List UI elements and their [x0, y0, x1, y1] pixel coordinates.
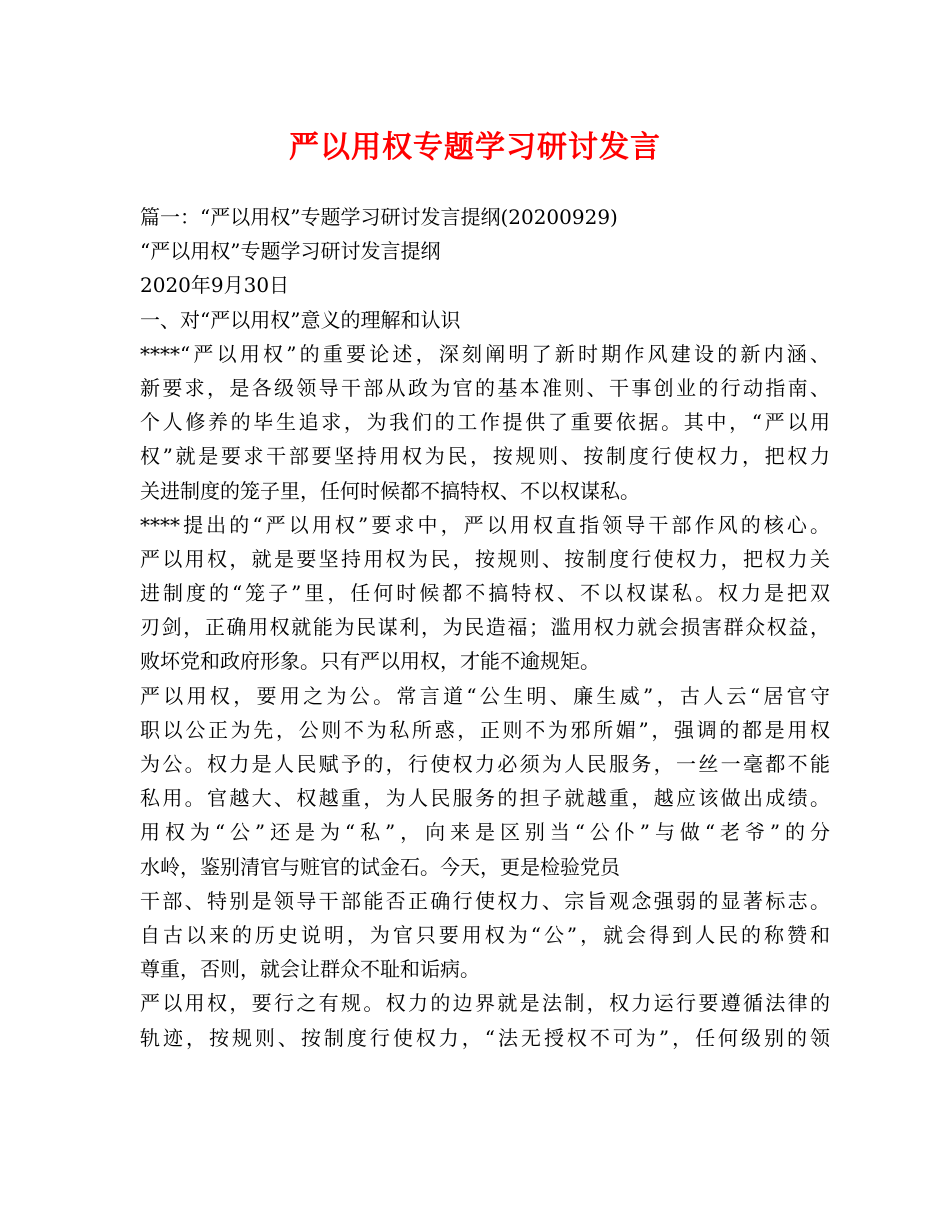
body-line: 严以用权，就是要坚持用权为民，按规则、按制度行使权力，把权力关 — [140, 546, 830, 571]
body-line: ****提出的“严以用权”要求中，严以用权直指领导干部作风的核心。 — [140, 512, 830, 537]
body-line: ****“严以用权”的重要论述，深刻阐明了新时期作风建设的新内涵、 — [140, 341, 830, 366]
body-line: 为公。权力是人民赋予的，行使权力必须为人民服务，一丝一毫都不能 — [140, 752, 830, 776]
body-line: 轨迹，按规则、按制度行使权力，“法无授权不可为”，任何级别的领 — [140, 1025, 830, 1050]
body-line: 用权为“公”还是为“私”，向来是区别当“公仆”与做“老爷”的分 — [140, 820, 830, 845]
body-line: 个人修养的毕生追求，为我们的工作提供了重要依据。其中，“严以用 — [140, 410, 830, 435]
body-line: 刃剑，正确用权就能为民谋利，为民造福；滥用权力就会损害群众权益， — [140, 615, 830, 640]
body-line: 败坏党和政府形象。只有严以用权，才能不逾规矩。 — [140, 649, 600, 674]
body-line: 2020年9月30日 — [140, 273, 290, 298]
body-line: 职以公正为先，公则不为私所惑，正则不为邪所媚”，强调的都是用权 — [140, 717, 830, 742]
body-line: 新要求，是各级领导干部从政为官的基本准则、干事创业的行动指南、 — [140, 375, 830, 400]
body-line: 自古以来的历史说明，为官只要用权为“公”，就会得到人民的称赞和 — [140, 922, 830, 947]
body-line: 一、对“严以用权”意义的理解和认识 — [140, 307, 461, 332]
body-line: 私用。官越大、权越重，为人民服务的担子就越重，越应该做出成绩。 — [140, 786, 830, 811]
body-line: 进制度的“笼子”里，任何时候都不搞特权、不以权谋私。权力是把双 — [140, 581, 830, 606]
body-line: 权”就是要求干部要坚持用权为民，按规则、按制度行使权力，把权力 — [140, 444, 830, 469]
body-line: 篇一：“严以用权”专题学习研讨发言提纲(20200929) — [140, 205, 618, 229]
body-line: 严以用权，要行之有规。权力的边界就是法制，权力运行要遵循法律的 — [140, 991, 830, 1016]
document-body — [140, 200, 830, 1055]
body-line: 干部、特别是领导干部能否正确行使权力、宗旨观念强弱的显著标志。 — [140, 888, 830, 913]
body-line: 关进制度的笼子里，任何时候都不搞特权、不以权谋私。 — [140, 478, 640, 503]
body-line: 水岭，鉴别清官与赃官的试金石。今天，更是检验党员 — [140, 854, 620, 879]
body-line: 尊重，否则，就会让群众不耻和诟病。 — [140, 957, 480, 982]
document-title: 严以用权专题学习研讨发言 — [289, 130, 661, 165]
body-line: 严以用权，要用之为公。常言道“公生明、廉生威”，古人云“居官守 — [140, 683, 830, 708]
body-line: “严以用权”专题学习研讨发言提纲 — [140, 239, 441, 264]
